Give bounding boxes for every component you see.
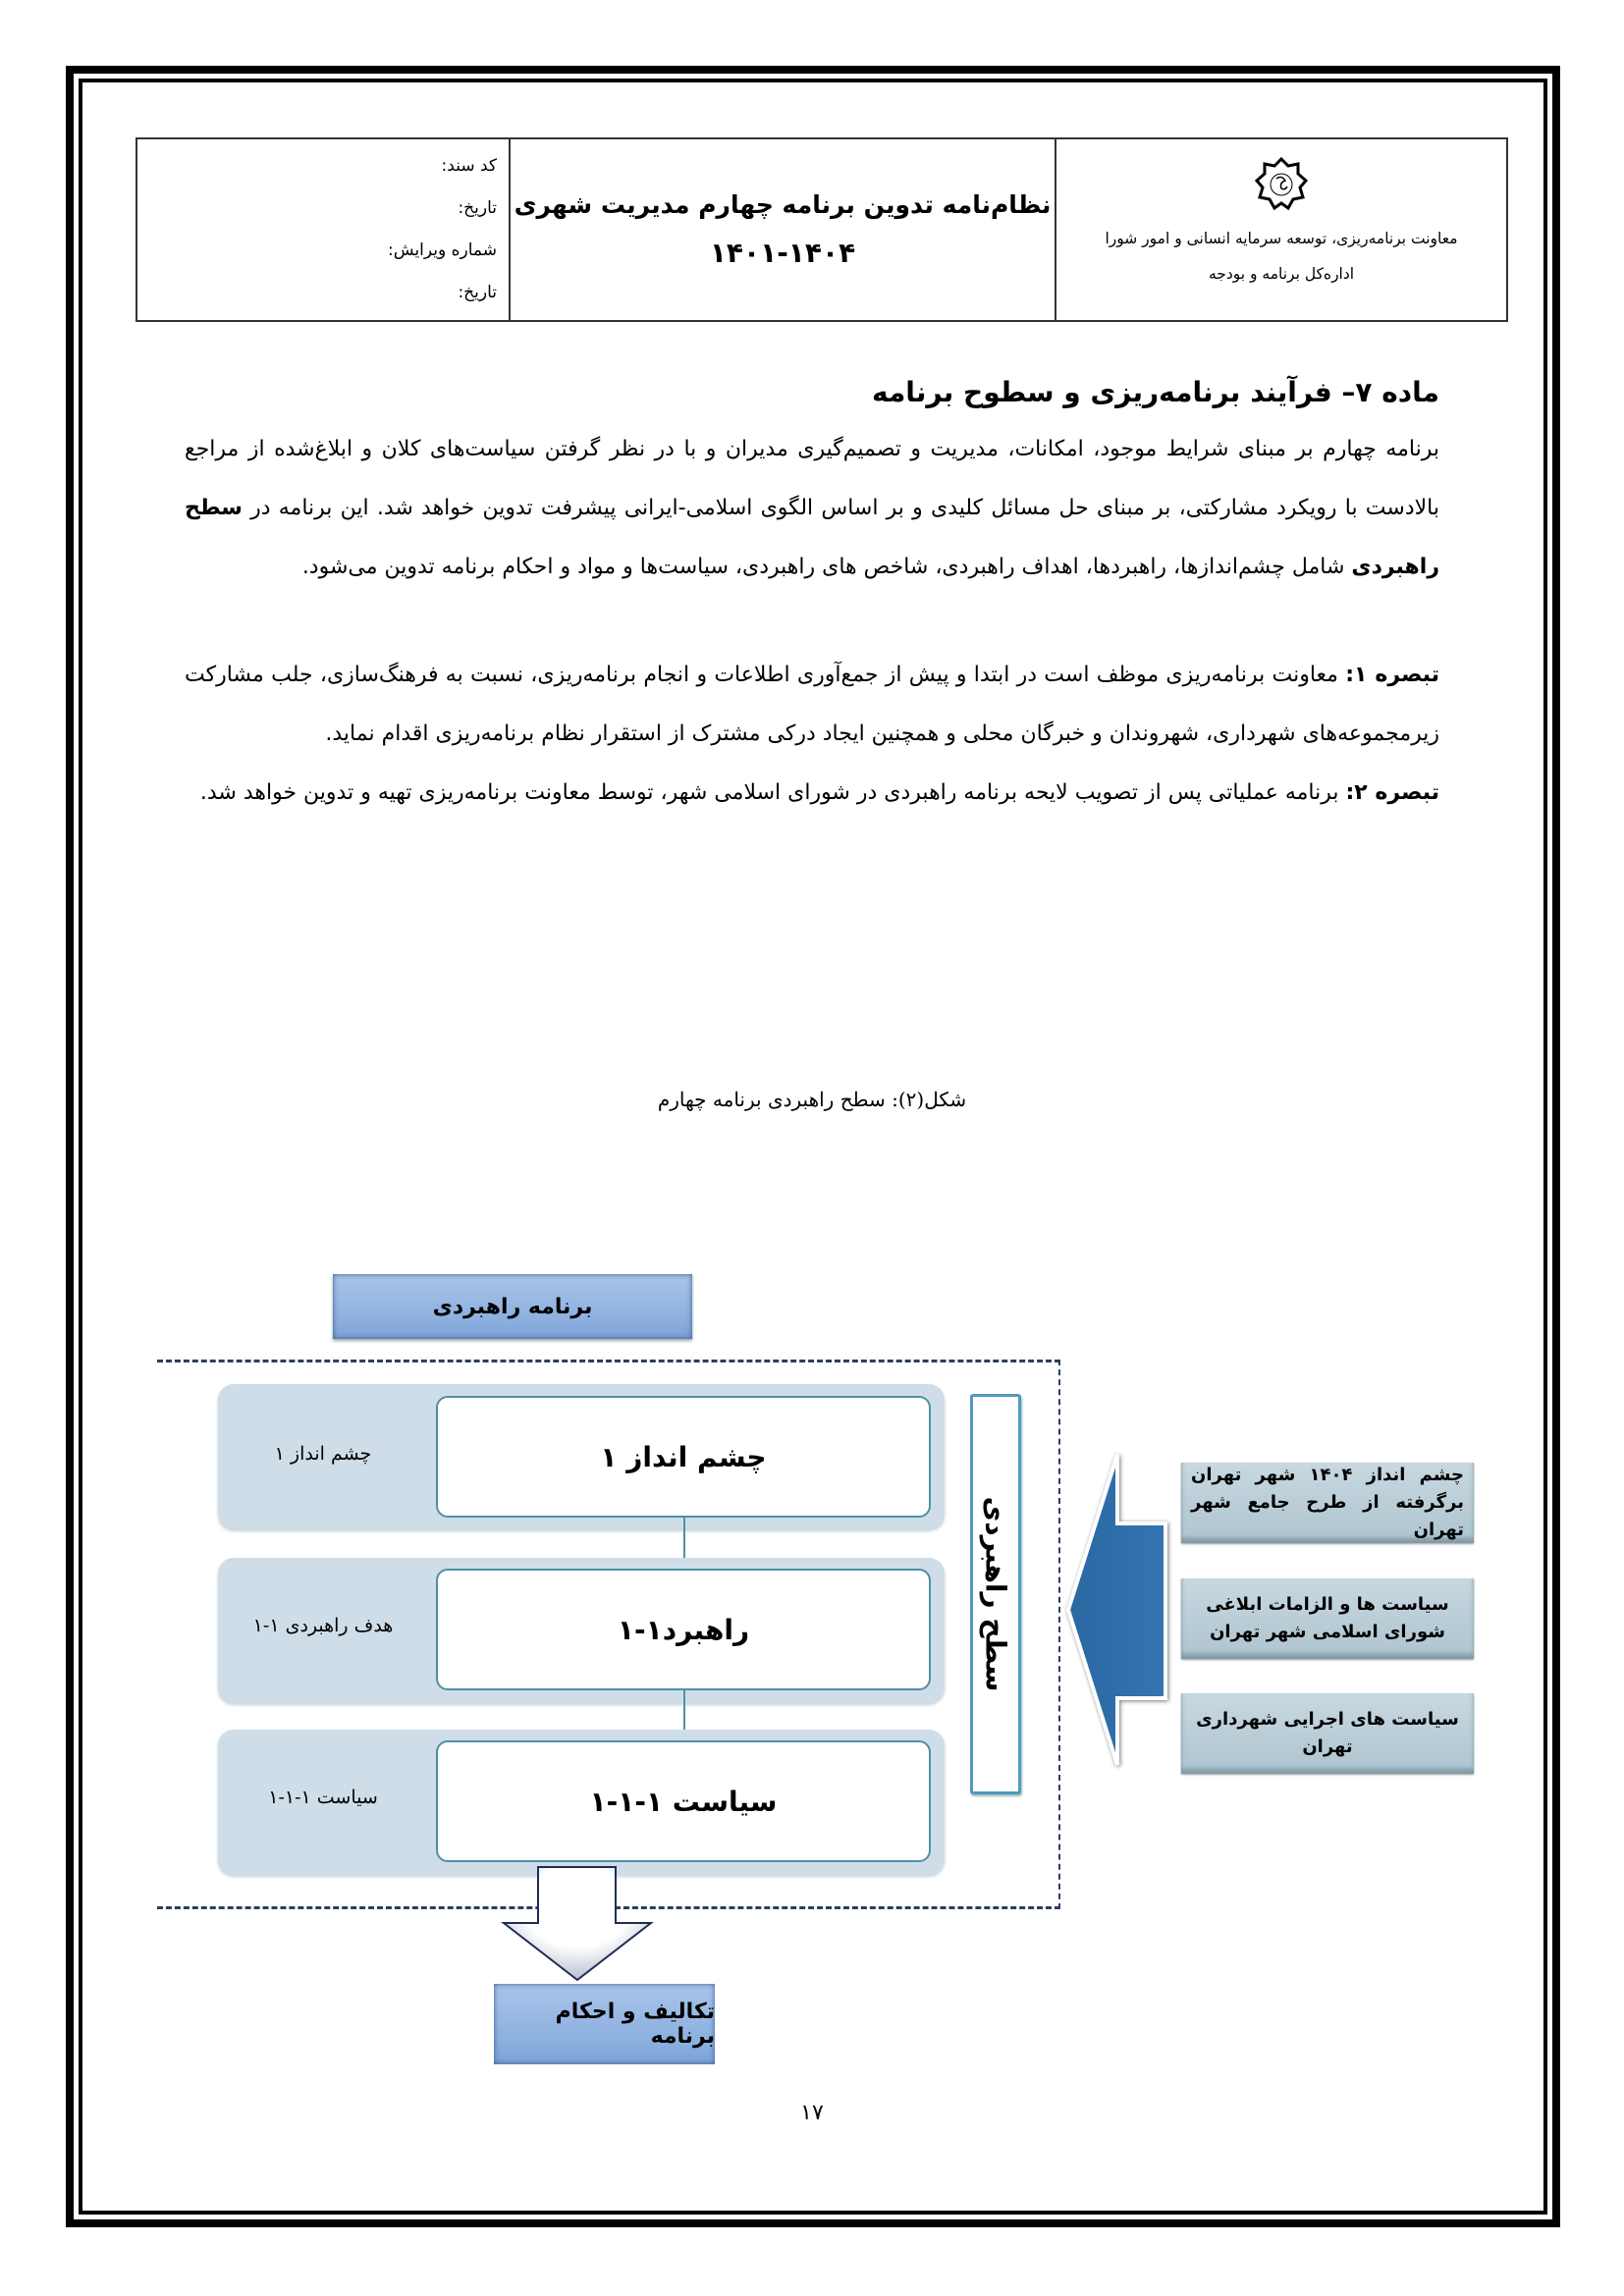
strategic-program-box: برنامه راهبردی bbox=[333, 1274, 692, 1339]
policy-card: سیاست ۱-۱-۱ bbox=[436, 1740, 931, 1862]
policy-label: سیاست ۱-۱-۱ bbox=[268, 1787, 378, 1808]
source-box-vision-1404: چشم انداز ۱۴۰۴ شهر تهران برگرفته از طرح جامع شهر تهران bbox=[1181, 1463, 1474, 1543]
date-label-2: تاریخ: bbox=[458, 283, 497, 302]
document-header bbox=[135, 137, 1508, 322]
strategic-level-label: سطح راهبردی bbox=[979, 1496, 1012, 1692]
org-office: اداره‌کل برنامه و بودجه bbox=[1208, 265, 1355, 283]
note-2-text: برنامه عملیاتی پس از تصویب لایحه برنامه راهبردی در شورای اسلامی شهر، توسط معاونت برنامه‌ریزی تهیه و تدوین خواهد شد. bbox=[199, 780, 1346, 805]
revision-label: شماره ویرایش: bbox=[388, 240, 497, 260]
header-meta-cell bbox=[137, 139, 511, 320]
org-department: معاونت برنامه‌ریزی، توسعه سرمایه انسانی و امور شورا bbox=[1105, 230, 1458, 247]
doc-code-label: کد سند: bbox=[441, 156, 497, 176]
paragraph-emphasis: سطح راهبردی bbox=[185, 496, 1439, 579]
header-org-cell bbox=[1056, 139, 1506, 320]
paragraph-text-2: شامل چشم‌اندازها، راهبردها، اهداف راهبردی، شاخص های راهبردی، سیاست‌ها و مواد و احکام برنامه تدوین می‌شود. bbox=[301, 555, 1352, 579]
note-1 bbox=[185, 646, 1439, 764]
source-box-council-policies: سیاست ها و الزامات ابلاغی شورای اسلامی شهر تهران bbox=[1181, 1578, 1474, 1659]
note-2-label: تبصره ۲: bbox=[1345, 780, 1439, 805]
vision-card: چشم انداز ۱ bbox=[436, 1396, 931, 1518]
figure-caption: شکل(۲): سطح راهبردی برنامه چهارم bbox=[657, 1088, 967, 1111]
article-title: ماده ۷– فرآیند برنامه‌ریزی و سطوح برنامه bbox=[871, 376, 1439, 408]
program-duties-box: تکالیف و احکام برنامه bbox=[494, 1984, 715, 2064]
source-box-municipal-policies: سیاست های اجرایی شهرداری تهران bbox=[1181, 1693, 1474, 1774]
article-section bbox=[185, 365, 1439, 823]
date-label: تاریخ: bbox=[458, 198, 497, 218]
tehran-municipality-logo-icon bbox=[1252, 155, 1311, 214]
strategy-card: راهبرد۱-۱ bbox=[436, 1569, 931, 1690]
article-paragraph bbox=[185, 420, 1439, 597]
strategic-level-vertical-box bbox=[970, 1394, 1021, 1794]
paragraph-text-1: برنامه چهارم بر مبنای شرایط موجود، امکانات، مدیریت و تصمیم‌گیری مدیران و با در نظر گرفتن سیاست‌های کلان و ابلاغ‌شده از مراجع بالادست با رویکرد مشارکتی، بر مبنای حل مسائل کلیدی و بر اساس الگوی اسلامی-ایرانی پیشرفت تدوین خواهد شد. این برنامه در bbox=[185, 437, 1439, 520]
document-title: نظام‌نامه تدوین برنامه چهارم مدیریت شهری bbox=[514, 190, 1052, 219]
note-2 bbox=[185, 764, 1439, 823]
document-years: ۱۴۰۱-۱۴۰۴ bbox=[709, 237, 856, 269]
note-1-text: معاونت برنامه‌ریزی موظف است در ابتدا و پیش از جمع‌آوری اطلاعات و انجام برنامه‌ریزی، نسبت به فرهنگ‌سازی، جلب مشارکت زیرمجموعه‌های شهرداری، شهروندان و خبرگان محلی و همچنین ایجاد درکی مشترک از استقرار نظام برنامه‌ریزی اقدام نماید. bbox=[185, 663, 1439, 746]
strategic-goal-label: هدف راهبردی ۱-۱ bbox=[252, 1615, 394, 1636]
vision-label: چشم انداز ۱ bbox=[274, 1443, 372, 1465]
left-arrow-icon bbox=[1060, 1443, 1188, 1777]
note-1-label: تبصره ۱: bbox=[1345, 663, 1439, 687]
down-arrow-icon bbox=[461, 1865, 756, 1983]
header-title-cell bbox=[511, 139, 1056, 320]
page-number: ۱۷ bbox=[800, 2101, 824, 2125]
